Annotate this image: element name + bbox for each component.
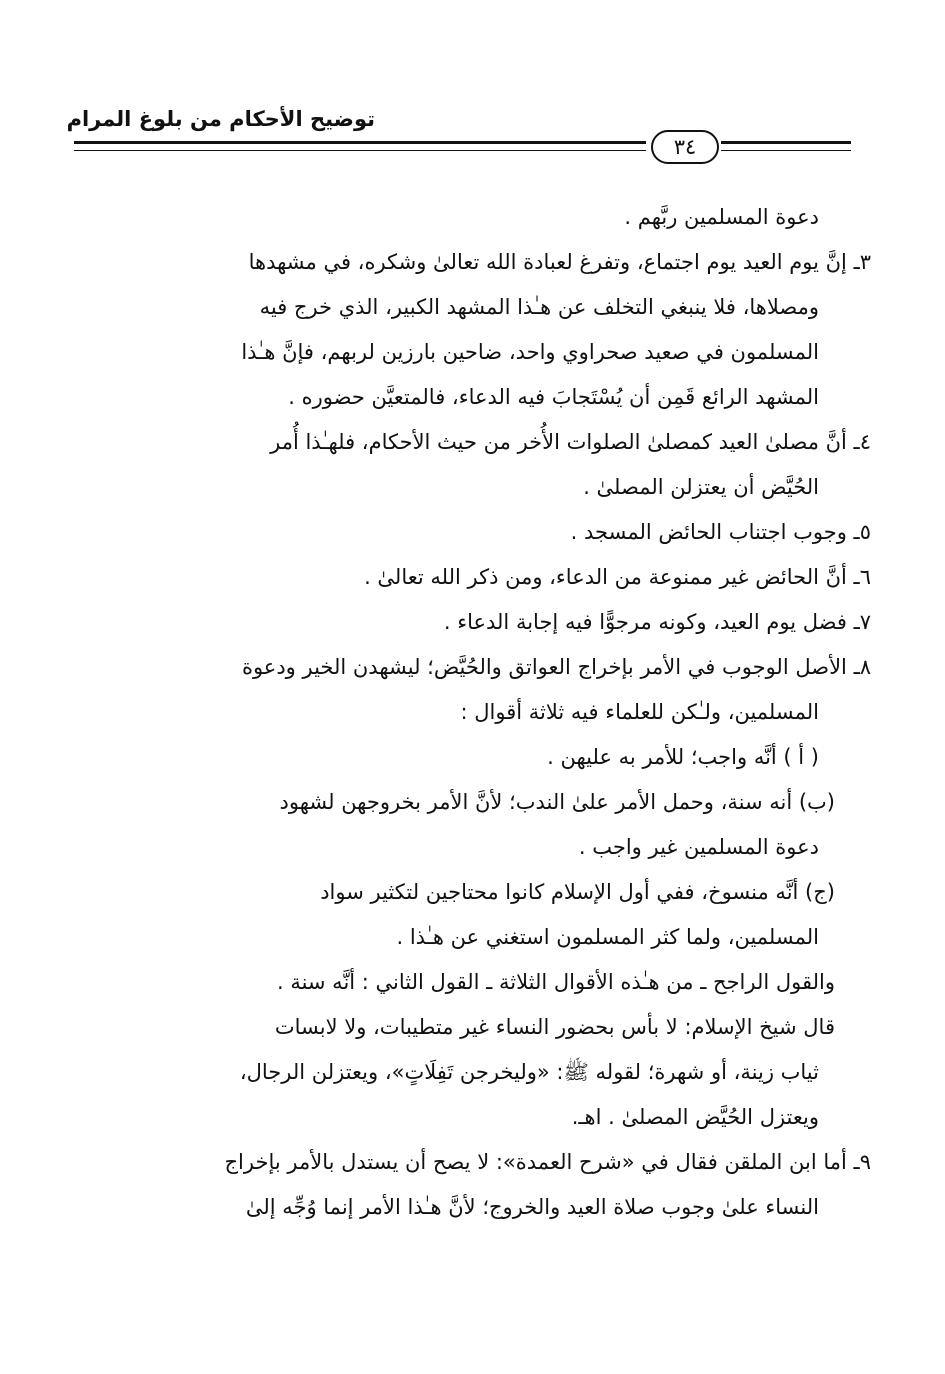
text-line: الحُيَّض أن يعتزلن المصلىٰ . (583, 475, 819, 499)
text-line: والقول الراجح ـ من هـٰذه الأقوال الثلاثة ـ القول الثاني : أنَّه سنة . (276, 970, 835, 994)
text-line: ومصلاها، فلا ينبغي التخلف عن هـٰذا المشهد الكبير، الذي خرج فيه (259, 295, 819, 319)
text-line: المسلمون في صعيد صحراوي واحد، ضاحين بارزين لربهم، فإنَّ هـٰذا (241, 340, 819, 364)
text-line: قال شيخ الإسلام: لا بأس بحضور النساء غير متطيبات، ولا لابسات (274, 1015, 835, 1039)
running-title: توضيح الأحكام من بلوغ المرام (66, 107, 375, 131)
text-line: (ب) أنه سنة، وحمل الأمر علىٰ الندب؛ لأنَّ الأمر بخروجهن لشهود (279, 790, 835, 814)
header-rule-right-thin (721, 150, 851, 151)
text-line: ويعتزل الحُيَّض المصلىٰ . اهـ. (571, 1105, 819, 1129)
header-rule-left-thick (74, 141, 646, 144)
text-line: دعوة المسلمين غير واجب . (578, 835, 819, 859)
text-line: ٩ـ أما ابن الملقن فقال في «شرح العمدة»: لا يصح أن يستدل بالأمر بإخراج (224, 1150, 871, 1174)
text-line: المسلمين، ولما كثر المسلمون استغني عن هـٰذا . (396, 925, 819, 949)
text-line: ٦ـ أنَّ الحائض غير ممنوعة من الدعاء، ومن ذكر الله تعالىٰ . (364, 565, 871, 589)
text-line: ٥ـ وجوب اجتناب الحائض المسجد . (570, 520, 871, 544)
text-line: ٧ـ فضل يوم العيد، وكونه مرجوًّا فيه إجابة الدعاء . (443, 610, 871, 634)
text-line: دعوة المسلمين ربَّهم . (624, 205, 819, 229)
body-text (74, 195, 871, 1230)
text-line: ٨ـ الأصل الوجوب في الأمر بإخراج العواتق والحُيَّض؛ ليشهدن الخير ودعوة (241, 655, 871, 679)
text-line: النساء علىٰ وجوب صلاة العيد والخروج؛ لأنَّ هـٰذا الأمر إنما وُجِّه إلىٰ (245, 1195, 819, 1219)
text-line: ٣ـ إنَّ يوم العيد يوم اجتماع، وتفرغ لعبادة الله تعالىٰ وشكره، في مشهدها (248, 250, 871, 274)
text-line: المشهد الرائع قَمِن أن يُسْتَجابَ فيه الدعاء، فالمتعيَّن حضوره . (288, 385, 819, 409)
text-line: (ج) أنَّه منسوخ، ففي أول الإسلام كانوا محتاجين لتكثير سواد (320, 880, 835, 904)
text-line: ٤ـ أنَّ مصلىٰ العيد كمصلىٰ الصلوات الأُخر من حيث الأحكام، فلهـٰذا أُمر (270, 430, 871, 454)
text-line: المسلمين، ولـٰكن للعلماء فيه ثلاثة أقوال : (460, 700, 819, 724)
page-number-badge: ٣٤ (651, 130, 719, 164)
text-line: ( أ ) أنَّه واجب؛ للأمر به عليهن . (547, 745, 819, 769)
text-line: ثياب زينة، أو شهرة؛ لقوله ﷺ: «وليخرجن تَفِلَاتٍ»، ويعتزلن الرجال، (239, 1060, 819, 1084)
header-rule-right-thick (721, 141, 851, 144)
header-rule-left-thin (74, 150, 646, 151)
